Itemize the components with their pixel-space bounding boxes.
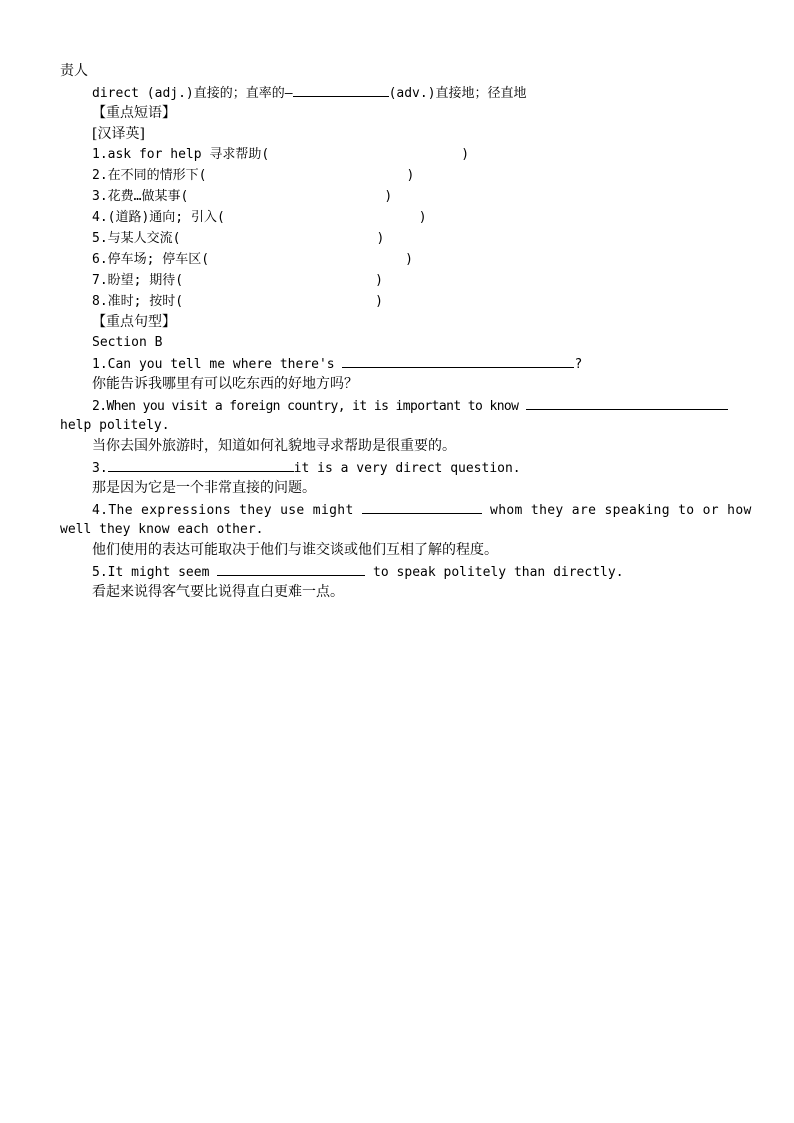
sentence-continuation: well they know each other. bbox=[60, 522, 264, 537]
phrase-prompt: 5.与某人交流( bbox=[92, 231, 181, 246]
text-line: 责人 bbox=[60, 63, 88, 79]
phrase-item bbox=[92, 167, 414, 185]
phrase-prompt: 3.花费…做某事( bbox=[92, 189, 189, 204]
phrase-item bbox=[92, 293, 383, 311]
answer-blank[interactable] bbox=[293, 84, 389, 97]
answer-blank[interactable] bbox=[342, 355, 574, 368]
answer-blank[interactable] bbox=[217, 563, 365, 576]
close-paren: ) bbox=[375, 273, 383, 288]
answer-blank[interactable] bbox=[362, 501, 482, 514]
sentence-text: to speak politely than directly. bbox=[365, 565, 624, 580]
phrase-prompt: 4.(道路)通向; 引入( bbox=[92, 210, 225, 225]
sentence-item-5 bbox=[92, 563, 624, 582]
vocab-line-direct bbox=[92, 84, 527, 103]
phrase-item bbox=[92, 272, 383, 290]
close-paren: ) bbox=[384, 189, 393, 204]
text-fragment: direct (adj.)直接的；直率的— bbox=[92, 86, 293, 101]
sentence-text: 1.Can you tell me where there's bbox=[92, 357, 343, 372]
sentence-text: ? bbox=[574, 357, 583, 372]
answer-blank[interactable] bbox=[526, 397, 728, 410]
sentence-text: 2.When you visit a foreign country, it is important to know bbox=[92, 399, 526, 414]
sentence-translation: 那是因为它是一个非常直接的问题。 bbox=[92, 480, 316, 496]
phrase-prompt: 6.停车场; 停车区( bbox=[92, 252, 210, 267]
answer-blank[interactable] bbox=[108, 459, 294, 472]
sentence-translation: 他们使用的表达可能取决于他们与谁交谈或他们互相了解的程度。 bbox=[92, 542, 498, 558]
sentence-text: 4.The expressions they use might bbox=[92, 503, 362, 518]
sentence-item-1 bbox=[92, 355, 582, 374]
close-paren: ) bbox=[375, 294, 383, 309]
phrase-prompt: 7.盼望; 期待( bbox=[92, 273, 184, 288]
section-heading-phrases: 【重点短语】 bbox=[92, 105, 176, 121]
close-paren: ) bbox=[461, 147, 470, 162]
sentence-text: 5.It might seem bbox=[92, 565, 218, 580]
phrase-item bbox=[92, 230, 384, 248]
sentence-translation: 看起来说得客气要比说得直白更难一点。 bbox=[92, 584, 344, 600]
sentence-item-4 bbox=[92, 501, 752, 520]
phrase-item bbox=[92, 209, 427, 227]
phrase-item bbox=[92, 251, 413, 269]
sentence-translation: 当你去国外旅游时，知道如何礼貌地寻求帮助是很重要的。 bbox=[92, 438, 456, 454]
text-fragment: (adv.)直接地；径直地 bbox=[388, 86, 527, 101]
close-paren: ) bbox=[376, 231, 385, 246]
phrase-item bbox=[92, 146, 469, 164]
close-paren: ) bbox=[405, 252, 413, 267]
phrase-prompt: 1.ask for help 寻求帮助( bbox=[92, 147, 270, 162]
close-paren: ) bbox=[418, 210, 427, 225]
sentence-text: it is a very direct question. bbox=[293, 461, 521, 476]
sentence-continuation: help politely. bbox=[60, 418, 170, 433]
sentence-text: whom they are speaking to or how bbox=[481, 503, 752, 518]
section-heading-sentences: 【重点句型】 bbox=[92, 314, 176, 330]
phrase-prompt: 8.准时; 按时( bbox=[92, 294, 184, 309]
section-label: Section B bbox=[92, 335, 163, 350]
close-paren: ) bbox=[406, 168, 415, 183]
sentence-text: 3. bbox=[92, 461, 108, 476]
sub-heading: [汉译英] bbox=[92, 126, 145, 142]
phrase-prompt: 2.在不同的情形下( bbox=[92, 168, 207, 183]
sentence-item-3 bbox=[92, 459, 521, 478]
phrase-item bbox=[92, 188, 392, 206]
sentence-translation: 你能告诉我哪里有可以吃东西的好地方吗？ bbox=[92, 376, 358, 392]
sentence-item-2 bbox=[92, 397, 728, 416]
